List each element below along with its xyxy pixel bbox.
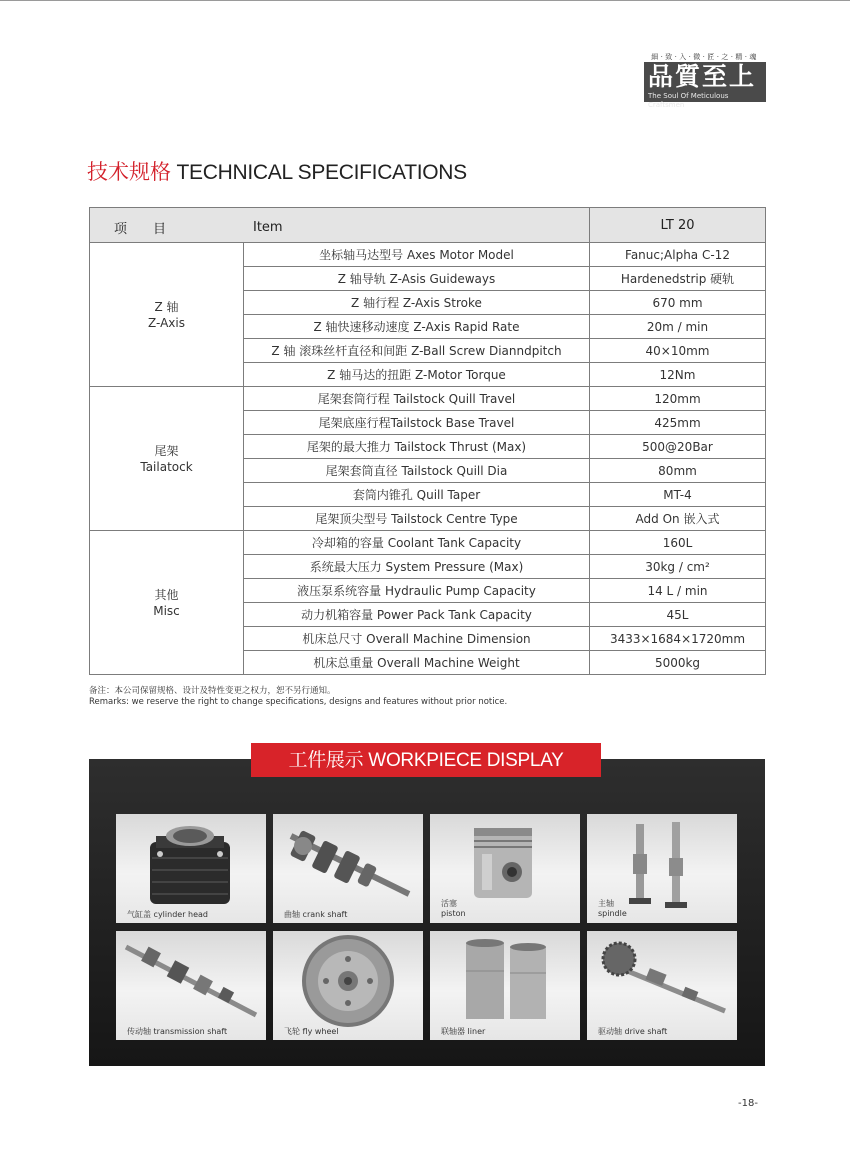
group-label-cn: Z 轴 [154,299,179,314]
caption-en: cylinder head [153,910,208,919]
caption-en: crank shaft [302,910,348,919]
caption-en: spindle [598,909,627,918]
spec-label: 尾架顶尖型号 Tailstock Centre Type [244,507,590,531]
workpiece-banner [251,743,601,777]
table-header-row [90,208,766,243]
group-label-en: Z-Axis [148,315,185,330]
logo-title: 品質至上 [648,62,757,91]
workpiece-transmission-shaft [116,931,266,1040]
caption [127,1027,227,1037]
caption-cn: 主轴 [598,899,614,908]
page-number: -18- [738,1098,758,1109]
spec-label: 坐标轴马达型号 Axes Motor Model [244,243,590,267]
caption-cn: 飞轮 [284,1027,300,1036]
spec-value: 80mm [590,459,766,483]
spec-label: Z 轴快速移动速度 Z-Axis Rapid Rate [244,315,590,339]
spec-value: 160L [590,531,766,555]
spec-value: 12Nm [590,363,766,387]
logo-subtitle: The Soul Of Meticulous Craftsmen [648,92,729,109]
workpiece-crank-shaft [273,814,423,923]
spec-value: Fanuc;Alpha C-12 [590,243,766,267]
spec-table-body [90,243,766,675]
header-item-cell [90,208,590,243]
spec-value: 425mm [590,411,766,435]
group-label-cn: 尾架 [154,443,179,458]
group-label-cell [90,243,244,387]
spec-label: 尾架的最大推力 Tailstock Thrust (Max) [244,435,590,459]
spec-value: MT-4 [590,483,766,507]
spec-table [89,207,766,675]
spec-value: Add On 嵌入式 [590,507,766,531]
caption-en: transmission shaft [153,1027,228,1036]
workpiece-drive-shaft [587,931,737,1040]
spec-value: 45L [590,603,766,627]
brand-logo [644,52,766,109]
spec-label: 动力机箱容量 Power Pack Tank Capacity [244,603,590,627]
fly-wheel-image [273,931,423,1040]
workpiece-spindle [587,814,737,923]
caption [441,1027,485,1037]
workpiece-liner [430,931,580,1040]
caption-cn: 活塞 [441,899,457,908]
section-title [87,158,467,187]
workpiece-title-cn: 工件展示 [288,749,364,771]
group-label-cell [90,531,244,675]
crank-shaft-image [273,814,423,923]
workpiece-fly-wheel [273,931,423,1040]
spec-value: 14 L / min [590,579,766,603]
workpiece-cylinder-head [116,814,266,923]
header-item-cn: 项目 [114,222,193,237]
spec-label: 尾架套筒行程 Tailstock Quill Travel [244,387,590,411]
liner-image [430,931,580,1040]
section-title-en: TECHNICAL SPECIFICATIONS [171,161,467,184]
spec-label: 冷却箱的容量 Coolant Tank Capacity [244,531,590,555]
cylinder-head-image [116,814,266,923]
caption-cn: 曲轴 [284,910,300,919]
spec-label: Z 轴马达的扭距 Z-Motor Torque [244,363,590,387]
caption-cn: 气缸盖 [127,910,151,919]
spec-value: Hardenedstrip 硬轨 [590,267,766,291]
table-row [90,531,766,555]
spec-label: Z 轴行程 Z-Axis Stroke [244,291,590,315]
caption-cn: 联轴器 [441,1027,465,1036]
header-item-en: Item [253,220,283,235]
caption-en: drive shaft [624,1027,668,1036]
transmission-shaft-image [116,931,266,1040]
logo-tagline: 細·致·入·微·匠·之·精·魂 [651,53,759,61]
spec-value: 20m / min [590,315,766,339]
spec-value: 120mm [590,387,766,411]
group-label-en: Misc [153,603,180,618]
top-rule [0,0,850,1]
group-label-en: Tailatock [140,459,193,474]
caption-en: fly wheel [302,1027,339,1036]
remarks-cn: 备注：本公司保留规格、设计及特性变更之权力，恕不另行通知。 [89,686,336,696]
spec-value: 670 mm [590,291,766,315]
spec-label: 系统最大压力 System Pressure (Max) [244,555,590,579]
caption [441,899,466,919]
spec-label: 套筒内锥孔 Quill Taper [244,483,590,507]
spec-label: 液压泵系统容量 Hydraulic Pump Capacity [244,579,590,603]
spec-label: Z 轴 滚珠丝杆直径和间距 Z-Ball Screw Dianndpitch [244,339,590,363]
group-label-cn: 其他 [154,587,179,602]
caption [284,1027,339,1037]
table-row [90,243,766,267]
remarks [89,686,507,708]
caption-cn: 传动轴 [127,1027,151,1036]
spec-value: 30kg / cm² [590,555,766,579]
spec-value: 500@20Bar [590,435,766,459]
caption-en: piston [441,909,466,918]
caption [598,1027,667,1037]
caption [127,910,208,920]
spec-label: 尾架套筒直径 Tailstock Quill Dia [244,459,590,483]
spec-value: 5000kg [590,651,766,675]
drive-shaft-image [587,931,737,1040]
workpiece-title-en: WORKPIECE DISPLAY [363,750,564,771]
spec-label: 尾架底座行程Tailstock Base Travel [244,411,590,435]
spec-label: Z 轴导轨 Z-Asis Guideways [244,267,590,291]
caption-en: liner [467,1027,486,1036]
caption [598,899,627,919]
table-row [90,387,766,411]
spec-label: 机床总尺寸 Overall Machine Dimension [244,627,590,651]
caption-cn: 驱动轴 [598,1027,622,1036]
spec-value: 3433×1684×1720mm [590,627,766,651]
workpiece-piston [430,814,580,923]
group-label-cell [90,387,244,531]
section-title-cn: 技术规格 [87,160,171,184]
header-model: LT 20 [590,208,766,243]
remarks-en: Remarks: we reserve the right to change specifications, designs and features without prior notice. [89,697,508,707]
spec-label: 机床总重量 Overall Machine Weight [244,651,590,675]
logo-box [644,62,766,109]
spec-value: 40×10mm [590,339,766,363]
caption [284,910,347,920]
